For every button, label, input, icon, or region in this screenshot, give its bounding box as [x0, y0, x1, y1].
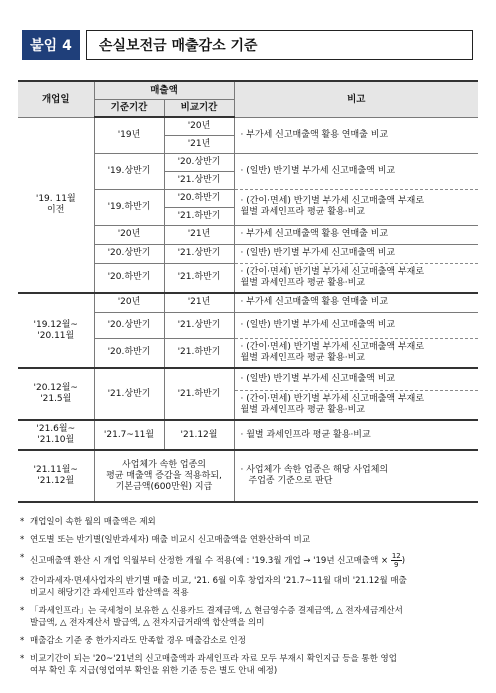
compare-period: '21.상반기	[164, 244, 234, 263]
page-header	[22, 30, 475, 60]
col-compare-period: 비교기간	[164, 99, 234, 117]
note-line: · (간이·면세) 반기별 부가세 신고매출액 부재로	[240, 196, 425, 206]
base-period: '20년	[94, 293, 164, 312]
fraction-numerator: 12	[391, 552, 401, 560]
footnote-text: 신고매출액 환산 시 개업 익월부터 산정한 개월 수 적용(예 : '19.3월 개업 → '19년 신고매출액 ×	[30, 556, 391, 566]
open-date-line: '20.12월~	[33, 383, 78, 393]
open-date-group-5	[18, 450, 94, 502]
footnote-text: 비교기간이 되는 '20~'21년의 신고매출액과 과세인프라 자료 모두 부재시 확인지급 등을 통한 영업	[30, 654, 397, 664]
footnote	[20, 575, 480, 599]
compare-period: '21.상반기	[164, 312, 234, 338]
open-date-line: '21.6월~	[36, 424, 76, 434]
page-title: 손실보전금 매출감소 기준	[86, 30, 473, 60]
base-period: '20년	[94, 225, 164, 244]
open-date-line: '21.11월~	[33, 465, 78, 475]
note-cell: · (일반) 반기별 부가세 신고매출액 비교	[234, 244, 478, 263]
col-sales: 매출액	[94, 81, 234, 99]
compare-period: '21.12월	[164, 420, 234, 450]
asterisk: *	[20, 636, 25, 646]
base-period: '20.상반기	[94, 312, 164, 338]
footnote-text: 발급액, △ 전자계산서 발급액, △ 전자지급거래액 합산액을 의미	[30, 618, 265, 628]
open-date-line: '19. 11월	[35, 193, 76, 204]
footnote-text: 비교시 해당기간 과세인프라 합산액을 적용	[30, 588, 189, 598]
note-cell	[234, 390, 478, 420]
open-date-group-1	[18, 117, 94, 293]
footnotes	[20, 516, 480, 683]
asterisk: *	[20, 535, 25, 545]
footnote	[20, 653, 480, 677]
col-open-date: 개업일	[18, 81, 94, 117]
compare-period: '21.하반기	[164, 368, 234, 420]
footnote-text: 개업일이 속한 월의 매출액은 제외	[30, 517, 156, 527]
compare-period: '20.상반기	[164, 153, 234, 171]
footnote	[20, 635, 480, 647]
compare-period: '21.하반기	[164, 263, 234, 293]
footnote	[20, 605, 480, 629]
footnote	[20, 534, 480, 546]
asterisk: *	[20, 517, 25, 527]
open-date-line: 이전	[47, 204, 65, 215]
note-line: · (간이·면세) 반기별 부가세 신고매출액 부재로	[240, 393, 425, 404]
base-period: '19.상반기	[94, 153, 164, 189]
fraction-denominator: 9	[394, 561, 399, 569]
footnote-text: 간이과세자·면세사업자의 반기별 매출 비교, '21. 6월 이후 창업자의 '21.7~11월 대비 '21.12월 매출	[30, 576, 407, 586]
footnote	[20, 552, 480, 569]
compare-period: '21년	[164, 135, 234, 153]
footnote-text: 연도별 또는 반기별(일반과세자) 매출 비교시 신고매출액을 연환산하여 비교	[30, 535, 311, 545]
open-date-line: '20.11월	[37, 330, 75, 341]
note-line: 주업종 기준으로 판단	[248, 476, 333, 486]
base-period: '20.하반기	[94, 338, 164, 368]
open-date-line: '21.10월	[37, 435, 75, 445]
compare-period: '21.하반기	[164, 338, 234, 368]
sales-rule-line: 평균 매출액 증감을 적용하되,	[106, 470, 222, 481]
base-period: '20.상반기	[94, 244, 164, 263]
compare-period: '21년	[164, 225, 234, 244]
note-line: 월별 과세인프라 평균 활용·비교	[240, 207, 365, 217]
open-date-group-4	[18, 420, 94, 450]
open-date-line: '21.12월	[37, 476, 75, 486]
note-cell: · (일반) 반기별 부가세 신고매출액 비교	[234, 368, 478, 390]
asterisk: *	[20, 576, 25, 586]
base-period: '21.7~11월	[94, 420, 164, 450]
note-line: · (간이·면세) 반기별 부가세 신고매출액 부재로	[240, 341, 425, 352]
note-line: · 사업체가 속한 업종은 해당 사업체의	[240, 465, 389, 475]
note-cell: · 부가세 신고매출액 활용 연매출 비교	[234, 293, 478, 312]
footnote	[20, 516, 480, 528]
compare-period: '21.하반기	[164, 207, 234, 225]
open-date-line: '19.12월~	[33, 319, 78, 330]
fraction	[391, 552, 402, 569]
note-line: 월별 과세인프라 평균 활용·비교	[240, 277, 365, 288]
note-cell: · (일반) 반기별 부가세 신고매출액 비교	[234, 312, 478, 338]
note-cell	[234, 189, 478, 225]
attachment-badge: 붙임 4	[22, 30, 80, 60]
compare-period: '20년	[164, 117, 234, 135]
base-period: '21.상반기	[94, 368, 164, 420]
base-period: '19.하반기	[94, 189, 164, 225]
note-cell	[234, 338, 478, 368]
compare-period: '20.하반기	[164, 189, 234, 207]
note-cell	[234, 263, 478, 293]
open-date-group-3	[18, 368, 94, 420]
col-base-period: 기준기간	[94, 99, 164, 117]
note-line: 월별 과세인프라 평균 활용·비교	[240, 352, 365, 363]
compare-period: '21.상반기	[164, 171, 234, 189]
sales-rule-line: 사업체가 속한 업종의	[122, 459, 206, 470]
open-date-group-2	[18, 293, 94, 368]
footnote-text: )	[401, 556, 406, 566]
col-note: 비고	[234, 81, 478, 117]
note-cell: · (일반) 반기별 부가세 신고매출액 비교	[234, 153, 478, 189]
note-cell: · 부가세 신고매출액 활용 연매출 비교	[234, 225, 478, 244]
note-cell	[234, 450, 478, 502]
base-period: '20.하반기	[94, 263, 164, 293]
compare-period: '21년	[164, 293, 234, 312]
note-cell: · 부가세 신고매출액 활용 연매출 비교	[234, 117, 478, 153]
sales-rule-cell	[94, 450, 234, 502]
note-cell: · 월별 과세인프라 평균 활용·비교	[234, 420, 478, 450]
base-period: '19년	[94, 117, 164, 153]
open-date-line: '21.5월	[40, 394, 72, 404]
criteria-table	[18, 80, 478, 503]
asterisk: *	[20, 606, 25, 616]
footnote-text: 여부 확인 후 지급(영업여부 확인을 위한 기준 등은 별도 안내 예정)	[30, 666, 278, 676]
asterisk: *	[20, 553, 25, 563]
footnote-text: 매출감소 기준 중 한가지라도 만족할 경우 매출감소로 인정	[30, 636, 246, 646]
footnote-text: 「과세인프라」는 국세청이 보유한 △ 신용카드 결제금액, △ 현금영수증 결제금액, △ 전자세금계산서	[30, 606, 403, 616]
asterisk: *	[20, 654, 25, 664]
note-line: 월별 과세인프라 평균 활용·비교	[240, 404, 365, 415]
note-line: · (간이·면세) 반기별 부가세 신고매출액 부재로	[240, 266, 425, 277]
sales-rule-line: 기본금액(600만원) 지급	[115, 481, 213, 492]
